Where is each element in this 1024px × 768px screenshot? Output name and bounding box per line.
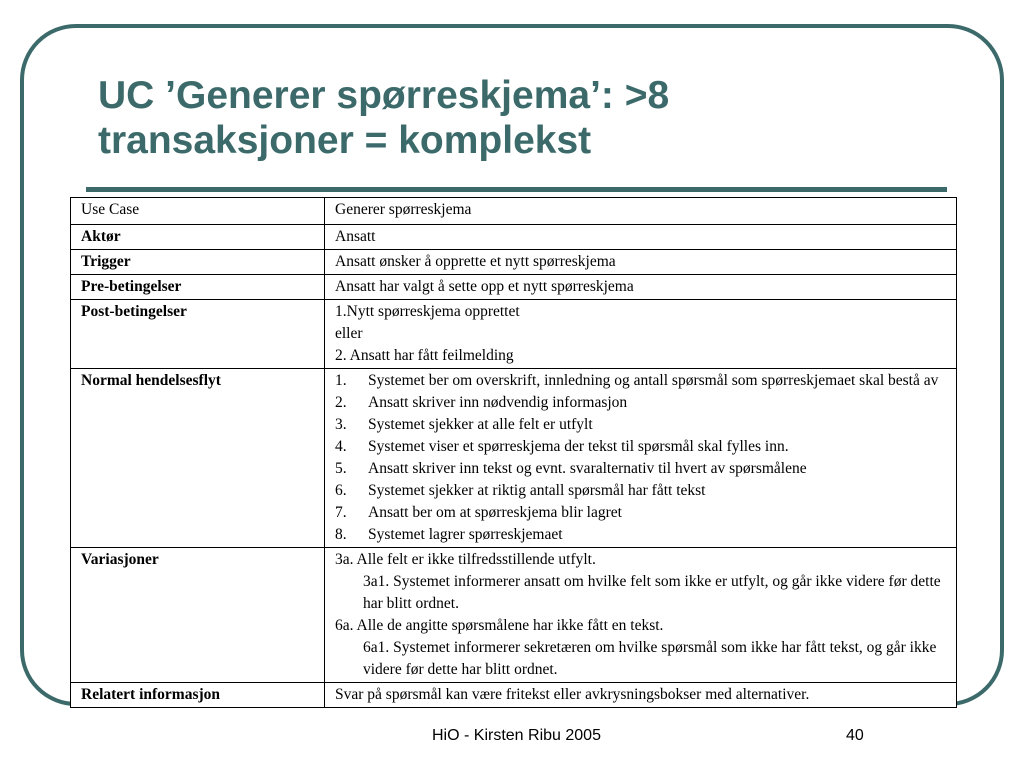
flow-label: Normal hendelsesflyt [71, 369, 325, 548]
post-line: 2. Ansatt har fått feilmelding [335, 347, 514, 364]
flow-list [335, 370, 946, 546]
table-row-trigger [71, 250, 957, 275]
actor-value: Ansatt [325, 225, 957, 250]
title-rule [86, 187, 947, 192]
flow-item-number: 1. [335, 372, 347, 389]
flow-item-text: Ansatt skriver inn tekst og evnt. svaralternativ til hvert av spørsmålene [368, 460, 807, 477]
variation-6a: 6a. Alle de angitte spørsmålene har ikke fått en tekst. [335, 617, 664, 634]
pre-label: Pre-betingelser [71, 275, 325, 300]
slide-title [98, 73, 669, 163]
post-label: Post-betingelser [71, 300, 325, 369]
flow-item-number: 5. [335, 460, 347, 477]
use-case-value: Generer spørreskjema [325, 198, 957, 225]
flow-item-text: Ansatt ber om at spørreskjema blir lagret [368, 504, 622, 521]
title-line-1: UC ’Generer spørreskjema’: >8 [98, 74, 670, 117]
flow-item [335, 392, 946, 414]
pre-value: Ansatt har valgt å sette opp et nytt spørreskjema [325, 275, 957, 300]
flow-value [325, 369, 957, 548]
variation-3a1: 3a1. Systemet informerer ansatt om hvilke felt som ikke er utfylt, og går ikke videre før dette har blitt ordnet. [363, 573, 941, 612]
table-row-actor [71, 225, 957, 250]
table-row-post [71, 300, 957, 369]
flow-item-text: Systemet sjekker at riktig antall spørsmål har fått tekst [368, 482, 706, 499]
flow-item-number: 8. [335, 526, 347, 543]
post-line: 1.Nytt spørreskjema opprettet [335, 303, 520, 320]
variation-3a: 3a. Alle felt er ikke tilfredsstillende utfylt. [335, 551, 596, 568]
flow-item-number: 6. [335, 482, 347, 499]
title-line-2: transaksjoner = kompleks [98, 119, 579, 162]
post-value [325, 300, 957, 369]
flow-item-text: Systemet lagrer spørreskjemaet [368, 526, 563, 543]
flow-item-number: 2. [335, 394, 347, 411]
title-line-2-tail: t [578, 119, 592, 162]
flow-item [335, 370, 946, 392]
trigger-value: Ansatt ønsker å opprette et nytt spørreskjema [325, 250, 957, 275]
table-row-pre [71, 275, 957, 300]
use-case-table [70, 197, 957, 708]
actor-label: Aktør [71, 225, 325, 250]
table-row-related [71, 683, 957, 708]
flow-item [335, 414, 946, 436]
flow-item-number: 7. [335, 504, 347, 521]
variations-value [325, 548, 957, 683]
trigger-label: Trigger [71, 250, 325, 275]
footer-page-number: 40 [846, 727, 864, 744]
flow-item [335, 502, 946, 524]
footer-author: HiO - Kirsten Ribu 2005 [432, 727, 601, 744]
flow-item [335, 458, 946, 480]
related-value: Svar på spørsmål kan være fritekst eller avkrysningsbokser med alternativer. [325, 683, 957, 708]
flow-item-text: Systemet sjekker at alle felt er utfylt [368, 416, 593, 433]
table-row-flow [71, 369, 957, 548]
use-case-label: Use Case [71, 198, 325, 225]
flow-item [335, 436, 946, 458]
flow-item-text: Systemet ber om overskrift, innledning og antall spørsmål som spørreskjemaet skal bestå av [368, 372, 939, 389]
flow-item [335, 480, 946, 502]
table-row-use-case [71, 198, 957, 225]
flow-item-number: 3. [335, 416, 347, 433]
post-line: eller [335, 325, 363, 342]
variation-6a1: 6a1. Systemet informerer sekretæren om hvilke spørsmål som ikke har fått tekst, og går ikke videre før dette har blitt ordnet. [363, 639, 937, 678]
flow-item-text: Systemet viser et spørreskjema der tekst til spørsmål skal fylles inn. [368, 438, 789, 455]
flow-item-text: Ansatt skriver inn nødvendig informasjon [368, 394, 628, 411]
variations-label: Variasjoner [71, 548, 325, 683]
table-row-variations [71, 548, 957, 683]
flow-item [335, 524, 946, 546]
flow-item-number: 4. [335, 438, 347, 455]
related-label: Relatert informasjon [71, 683, 325, 708]
